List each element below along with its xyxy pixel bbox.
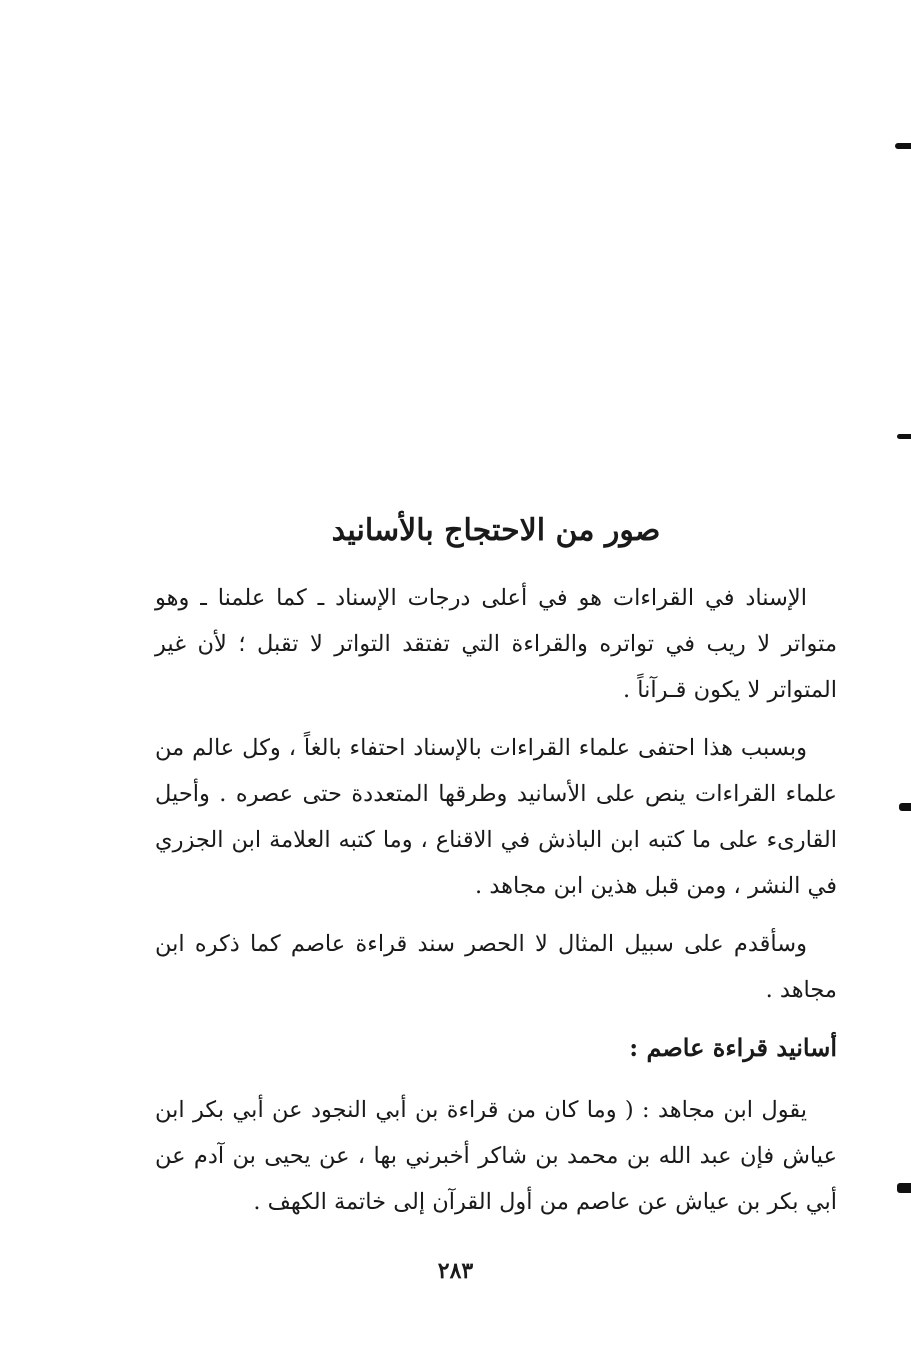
page-content [155,505,837,1237]
page-number: ٢٨٣ [437,1258,474,1284]
paragraph: الإسناد في القراءات هو في أعلى درجات الإسناد ـ كما علمنا ـ وهو متواتر لا ريب في تواتره والقراءة التي تفتقد التواتر لا تقبل ؛ لأن غير المتواتر لا يكون قـرآناً . [155,585,837,703]
subheading: أسانيد قراءة عاصم : [629,1033,837,1062]
edge-mark [899,803,911,811]
edge-mark [897,434,911,439]
paragraph: وسأقدم على سبيل المثال لا الحصر سند قراءة عاصم كما ذكره ابن مجاهد . [155,931,837,1003]
paragraph: وبسبب هذا احتفى علماء القراءات بالإسناد احتفاء بالغاً ، وكل عالم من علماء القراءات ينص على الأسانيد وطرقها المتعددة حتى عصره . وأحيل القارىء على ما كتبه ابن الباذش في الاقناع ، وما كتبه العلامة ابن الجزري في النشر ، ومن قبل هذين ابن مجاهد . [155,735,837,899]
edge-mark [897,1183,911,1193]
edge-mark [895,143,911,149]
section-title: صور من الاحتجاج بالأسانيد [331,513,661,548]
paragraph: يقول ابن مجاهد : ( وما كان من قراءة بن أبي النجود عن أبي بكر ابن عياش فإن عبد الله بن محمد بن شاكر أخبرني بها ، عن يحيى بن آدم عن أبي بكر بن عياش عن عاصم من أول القرآن إلى خاتمة الكهف . [155,1097,837,1215]
